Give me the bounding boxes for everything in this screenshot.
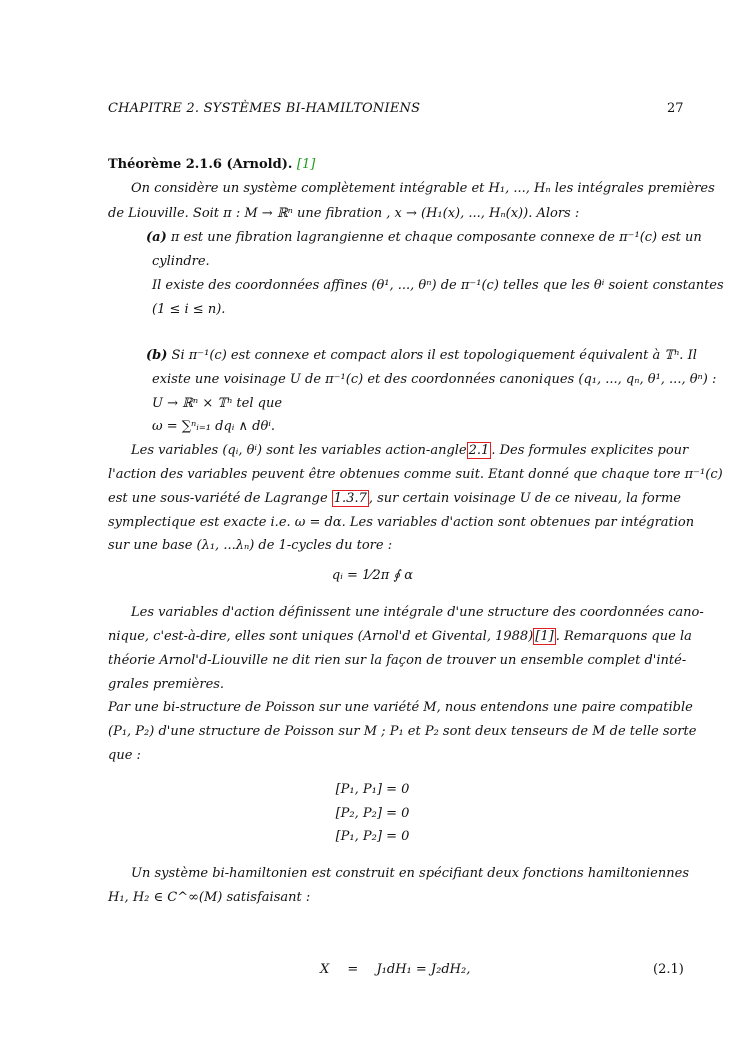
item-a-line4: (1 ≤ i ≤ n). <box>152 302 226 317</box>
chapter-title: CHAPITRE 2. SYSTÈMES BI-HAMILTONIENS <box>108 101 421 116</box>
item-b-line3: U → ℝⁿ × 𝕋ⁿ tel que <box>152 396 283 411</box>
equation-number: (2.1) <box>653 962 684 977</box>
bracket-eq-3: [P₁, P₂] = 0 <box>335 829 410 844</box>
page-number: 27 <box>667 101 684 116</box>
para1-line3-text: est une sous-variété de Lagrange <box>108 491 332 506</box>
equation-ref-link[interactable]: 2.1 <box>468 443 490 458</box>
para2-line2-rest: . Remarquons que la <box>555 629 692 644</box>
display-equation <box>320 962 470 977</box>
theorem-intro-line1: On considère un système complètement intégrable et H₁, ..., Hₙ les intégrales premières <box>131 181 715 196</box>
para2-line4: grales premières. <box>108 677 225 692</box>
para1-line2: l'action des variables peuvent être obtenues comme suit. Etant donné que chaque tore π⁻¹(c) <box>108 467 723 482</box>
para2-line2-text: nique, c'est-à-dire, elles sont uniques (Arnol'd et Givental, 1988) <box>108 629 534 644</box>
item-b-line4: ω = ∑ⁿᵢ₌₁ dqᵢ ∧ dθⁱ. <box>152 419 276 434</box>
para2-line1: Les variables d'action définissent une intégrale d'une structure des coordonnées cano- <box>131 605 704 620</box>
para4-line2: H₁, H₂ ∈ C^∞(M) satisfaisant : <box>108 890 311 905</box>
para1-line3 <box>108 491 681 506</box>
para2-line2 <box>108 629 692 644</box>
para1-line5: sur une base (λ₁, ...λₙ) de 1-cycles du tore : <box>108 538 393 553</box>
equation-lhs: X <box>320 962 330 977</box>
item-b-label: (b) <box>146 348 168 363</box>
item-a-line1 <box>146 230 702 245</box>
para3-line2: (P₁, P₂) d'une structure de Poisson sur M ; P₁ et P₂ sont deux tenseurs de M de telle sorte <box>108 724 697 739</box>
para4-line1: Un système bi-hamiltonien est construit en spécifiant deux fonctions hamiltoniennes <box>131 866 689 881</box>
theorem-heading: Théorème 2.1.6 (Arnold). <box>108 157 293 172</box>
item-a-label: (a) <box>146 230 167 245</box>
bibliography-ref-link[interactable]: [1] <box>535 629 554 644</box>
bracket-eq-1: [P₁, P₁] = 0 <box>335 782 410 797</box>
bracket-eq-2: [P₂, P₂] = 0 <box>335 806 410 821</box>
item-a-text1: π est une fibration lagrangienne et chaque composante connexe de π⁻¹(c) est un <box>170 230 702 245</box>
equation-rhs: J₁dH₁ = J₂dH₂, <box>376 962 471 977</box>
item-a-line2: cylindre. <box>152 254 210 269</box>
theorem-title <box>108 157 315 172</box>
para1-line3-rest: , sur certain voisinage U de ce niveau, la forme <box>368 491 681 506</box>
para3-line3: que : <box>108 748 141 763</box>
para2-line3: théorie Arnol'd-Liouville ne dit rien sur la façon de trouver un ensemble complet d'inté- <box>108 653 687 668</box>
item-a-line3: Il existe des coordonnées affines (θ¹, ..., θⁿ) de π⁻¹(c) telles que les θⁱ soient constantes <box>152 278 724 293</box>
action-formula: qᵢ = 1⁄2π ∮ α <box>331 568 414 583</box>
item-b-line1 <box>146 348 697 363</box>
para1-line1-text: Les variables (qᵢ, θⁱ) sont les variables action-angle <box>131 443 467 458</box>
para1-line1-rest: . Des formules explicites pour <box>491 443 689 458</box>
item-b-text1: Si π⁻¹(c) est connexe et compact alors il est topologiquement équivalent à 𝕋ⁿ. Il <box>171 348 697 363</box>
para3-line1: Par une bi-structure de Poisson sur une variété M, nous entendons une paire compatible <box>108 700 693 715</box>
item-b-line2: existe une voisinage U de π⁻¹(c) et des coordonnées canoniques (q₁, ..., qₙ, θ¹, ..., θⁿ) : <box>152 372 717 387</box>
para1-line1 <box>131 443 688 458</box>
citation-link[interactable]: [1] <box>296 157 316 172</box>
definition-ref-link[interactable]: 1.3.7 <box>333 491 367 506</box>
equation-equals: = <box>347 962 359 977</box>
para1-line4: symplectique est exacte i.e. ω = dα. Les variables d'action sont obtenues par intégration <box>108 515 695 530</box>
theorem-intro-line2: de Liouville. Soit π : M → ℝⁿ une fibration , x → (H₁(x), ..., Hₙ(x)). Alors : <box>108 206 580 221</box>
